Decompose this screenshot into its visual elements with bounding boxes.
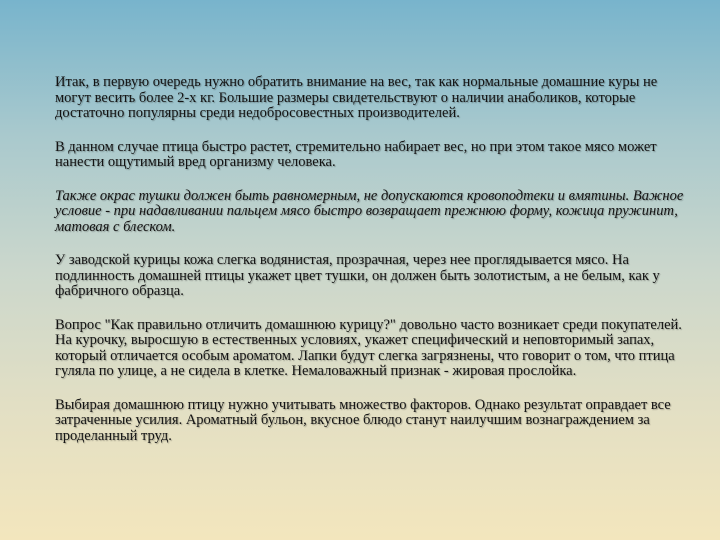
paragraph-conclusion: Выбирая домашнюю птицу нужно учитывать множество факторов. Однако результат оправдает все затраченные усилия. Ароматный бульон, вкусное блюдо станут наилучшим вознаграждением за проделанный труд. xyxy=(55,396,671,444)
paragraph-growth: В данном случае птица быстро растет, стремительно набирает вес, но при этом такое мясо может нанести ощутимый вред организму человека. xyxy=(55,138,657,170)
paragraph-appearance: Также окрас тушки должен быть равномерным, не допускаются кровоподтеки и вмятины. Важное условие - при надавливании пальцем мясо быстро возвращает прежнюю форму, кожица пружинит, матовая с блеском. xyxy=(55,187,684,235)
paragraph-weight: Итак, в первую очередь нужно обратить внимание на вес, так как нормальные домашние куры не могут весить более 2-х кг. Большие размеры свидетельствуют о наличии анаболиков, которые достаточно популярны среди недобросовестных производителей. xyxy=(55,74,658,121)
paragraph-question: Вопрос "Как правильно отличить домашнюю курицу?" довольно часто возникает среди покупателей. На курочку, выросшую в естественных условиях, укажет специфический и неповторимый запах, который отличается особым ароматом. Лапки будут слегка загрязнены, что говорит о том, что птица гуляла по улице, а не сидела в клетке. Немаловажный признак - жировая прослойка. xyxy=(55,316,682,379)
paragraph-factory-chicken: У заводской курицы кожа слегка водянистая, прозрачная, через нее проглядывается мясо. На подлинность домашней птицы укажет цвет тушки, он должен быть золотистым, а не белым, как у фабричного образца. xyxy=(55,252,660,299)
slide-body xyxy=(55,75,685,462)
